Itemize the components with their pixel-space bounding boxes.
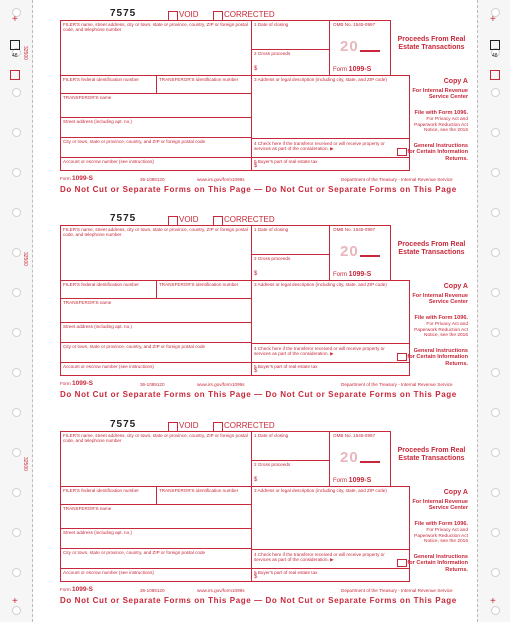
omb-number: OMB No. 1545-0997 [333, 22, 376, 27]
footer-url: www.irs.gov/form1099s [197, 588, 245, 593]
footer-cat-no: 36-1089120 [140, 588, 165, 593]
registration-plus-icon: + [490, 14, 496, 25]
edge-code: 32500 [22, 457, 28, 471]
copy-privacy: For Privacy Act and Paperwork Reduction Act Notice, see the 2016 [414, 322, 468, 339]
tax-year: 20 [340, 243, 359, 260]
registration-plus-icon: + [12, 596, 18, 607]
omb-year-block [329, 225, 391, 281]
tractor-hole [12, 248, 21, 257]
account-number-field[interactable]: Account or escrow number (see instructions) [60, 362, 252, 376]
corrected-label: CORRECTED [224, 215, 275, 224]
alignment-square-icon [10, 40, 20, 50]
buyers-real-estate-tax-field[interactable]: 5 Buyer's part of real estate tax $ [251, 568, 410, 582]
do-not-cut-notice: Do Not Cut or Separate Forms on This Page — Do Not Cut or Separate Forms on This Page [60, 596, 457, 605]
copy-designation: Copy A [443, 489, 468, 496]
filer-name-field[interactable]: FILER'S name, street address, city or town, state or province, country, ZIP or foreign postal code, and telephone number [60, 431, 252, 487]
footer-dept: Department of the Treasury - Internal Revenue Service [341, 382, 453, 387]
copy-general: General Instructions for Certain Information Returns. [407, 554, 468, 573]
filer-tin-field[interactable]: FILER'S federal identification number [60, 75, 157, 94]
copy-for: For Internal Revenue Service Center [412, 293, 468, 306]
address-legal-description-field[interactable]: 3 Address or legal description (including city, state, and ZIP code) [251, 486, 410, 550]
tractor-hole [491, 408, 500, 417]
corrected-label: CORRECTED [224, 421, 275, 430]
footer-dept: Department of the Treasury - Internal Revenue Service [341, 588, 453, 593]
footer-url: www.irs.gov/form1099s [197, 382, 245, 387]
filer-tin-field[interactable]: FILER'S federal identification number [60, 486, 157, 505]
date-of-closing-field[interactable]: 1 Date of closing [251, 225, 330, 255]
street-address-field[interactable]: Street address (including apt. no.) [60, 117, 252, 138]
form-1099s-copy-1 [60, 8, 470, 216]
registration-plus-icon: + [490, 596, 496, 607]
transferor-tin-field[interactable]: TRANSFEROR'S identification number [156, 75, 252, 94]
tractor-hole [491, 248, 500, 257]
copy-designation: Copy A [443, 283, 468, 290]
year-blank [360, 461, 380, 463]
tractor-hole [491, 168, 500, 177]
footer-form-name: Form 1099-S [60, 175, 93, 182]
form-name: Form 1099-S [333, 271, 372, 278]
copy-designation: Copy A [443, 78, 468, 85]
footer-form-name: Form 1099-S [60, 380, 93, 387]
tractor-hole [12, 208, 21, 217]
edge-mark: 48 [492, 53, 498, 59]
copy-for: For Internal Revenue Service Center [412, 88, 468, 101]
address-legal-description-field[interactable]: 3 Address or legal description (including city, state, and ZIP code) [251, 75, 410, 139]
date-of-closing-field[interactable]: 1 Date of closing [251, 20, 330, 50]
tractor-hole [491, 368, 500, 377]
tractor-hole [12, 408, 21, 417]
street-address-field[interactable]: Street address (including apt. no.) [60, 528, 252, 549]
tractor-hole [12, 368, 21, 377]
tractor-hole [491, 488, 500, 497]
copy-general: General Instructions for Certain Information Returns. [407, 348, 468, 367]
filer-tin-field[interactable]: FILER'S federal identification number [60, 280, 157, 299]
consideration-check-field: 4 Check here if the transferor received or will receive property or services as part of the consideration. ▶ [251, 138, 410, 158]
tractor-hole [12, 128, 21, 137]
tractor-hole [12, 568, 21, 577]
tractor-hole [12, 328, 21, 337]
omb-year-block [329, 20, 391, 76]
void-label: VOID [179, 421, 199, 430]
edge-mark: 48 [12, 53, 18, 59]
registration-plus-icon: + [12, 14, 18, 25]
address-legal-description-field[interactable]: 3 Address or legal description (including city, state, and ZIP code) [251, 280, 410, 344]
form-title: Proceeds From Real Estate Transactions [397, 447, 466, 462]
tractor-hole [491, 288, 500, 297]
tractor-hole [12, 528, 21, 537]
edge-code: 32500 [22, 252, 28, 266]
tractor-hole [12, 488, 21, 497]
copy-privacy: For Privacy Act and Paperwork Reduction Act Notice, see the 2016 [414, 528, 468, 545]
tractor-hole [491, 528, 500, 537]
gross-proceeds-field[interactable]: 2 Gross proceeds $ [251, 49, 330, 76]
year-blank [360, 50, 380, 52]
footer-url: www.irs.gov/form1099s [197, 177, 245, 182]
right-tractor-strip [477, 0, 510, 622]
footer-dept: Department of the Treasury - Internal Revenue Service [341, 177, 453, 182]
tractor-hole [491, 448, 500, 457]
tractor-hole [491, 88, 500, 97]
consideration-check-field: 4 Check here if the transferor received or will receive property or services as part of the consideration. ▶ [251, 549, 410, 569]
tractor-hole [12, 448, 21, 457]
street-address-field[interactable]: Street address (including apt. no.) [60, 322, 252, 343]
city-field[interactable]: City or town, state or province, country, and ZIP or foreign postal code [60, 342, 252, 363]
do-not-cut-notice: Do Not Cut or Separate Forms on This Page — Do Not Cut or Separate Forms on This Page [60, 185, 457, 194]
omb-year-block [329, 431, 391, 487]
transferor-name-field[interactable]: TRANSFEROR'S name [60, 504, 252, 529]
transferor-tin-field[interactable]: TRANSFEROR'S identification number [156, 280, 252, 299]
form-1099s-copy-3 [60, 419, 470, 627]
tractor-hole [12, 88, 21, 97]
buyers-real-estate-tax-field[interactable]: 5 Buyer's part of real estate tax $ [251, 362, 410, 376]
void-label: VOID [179, 215, 199, 224]
alignment-square-icon [490, 70, 500, 80]
account-number-field[interactable]: Account or escrow number (see instructions) [60, 568, 252, 582]
omb-number: OMB No. 1545-0997 [333, 433, 376, 438]
form-name: Form 1099-S [333, 66, 372, 73]
filer-name-field[interactable]: FILER'S name, street address, city or town, state or province, country, ZIP or foreign postal code, and telephone number [60, 225, 252, 281]
form-1099s-copy-2 [60, 213, 470, 421]
buyers-real-estate-tax-field[interactable]: 5 Buyer's part of real estate tax $ [251, 157, 410, 171]
copy-file: File with Form 1096. [414, 315, 468, 321]
copy-privacy: For Privacy Act and Paperwork Reduction Act Notice, see the 2016 [414, 117, 468, 134]
tractor-hole [12, 288, 21, 297]
form-title: Proceeds From Real Estate Transactions [397, 36, 466, 51]
gross-proceeds-field[interactable]: 2 Gross proceeds $ [251, 460, 330, 487]
copy-file: File with Form 1096. [414, 110, 468, 116]
form-name: Form 1099-S [333, 477, 372, 484]
tractor-hole [12, 168, 21, 177]
year-blank [360, 255, 380, 257]
corrected-label: CORRECTED [224, 10, 275, 19]
form-code: 7575 [110, 8, 137, 19]
tractor-hole [491, 128, 500, 137]
form-code: 7575 [110, 419, 137, 430]
tax-year: 20 [340, 449, 359, 466]
edge-code: 32500 [22, 46, 28, 60]
void-label: VOID [179, 10, 199, 19]
alignment-square-icon [490, 40, 500, 50]
do-not-cut-notice: Do Not Cut or Separate Forms on This Page — Do Not Cut or Separate Forms on This Page [60, 390, 457, 399]
copy-general: General Instructions for Certain Information Returns. [407, 143, 468, 162]
copy-for: For Internal Revenue Service Center [412, 499, 468, 512]
tax-year: 20 [340, 38, 359, 55]
tractor-hole [491, 606, 500, 615]
city-field[interactable]: City or town, state or province, country, and ZIP or foreign postal code [60, 137, 252, 158]
filer-name-field[interactable]: FILER'S name, street address, city or town, state or province, country, ZIP or foreign postal code, and telephone number [60, 20, 252, 76]
consideration-check-field: 4 Check here if the transferor received or will receive property or services as part of the consideration. ▶ [251, 343, 410, 363]
gross-proceeds-field[interactable]: 2 Gross proceeds $ [251, 254, 330, 281]
tractor-hole [491, 208, 500, 217]
tractor-hole [491, 328, 500, 337]
alignment-square-icon [10, 70, 20, 80]
copy-file: File with Form 1096. [414, 521, 468, 527]
footer-cat-no: 36-1089120 [140, 177, 165, 182]
tractor-hole [12, 606, 21, 615]
account-number-field[interactable]: Account or escrow number (see instructions) [60, 157, 252, 171]
form-title: Proceeds From Real Estate Transactions [397, 241, 466, 256]
form-code: 7575 [110, 213, 137, 224]
footer-cat-no: 36-1089120 [140, 382, 165, 387]
omb-number: OMB No. 1545-0997 [333, 227, 376, 232]
transferor-tin-field[interactable]: TRANSFEROR'S identification number [156, 486, 252, 505]
transferor-name-field[interactable]: TRANSFEROR'S name [60, 93, 252, 118]
date-of-closing-field[interactable]: 1 Date of closing [251, 431, 330, 461]
footer-form-name: Form 1099-S [60, 586, 93, 593]
city-field[interactable]: City or town, state or province, country, and ZIP or foreign postal code [60, 548, 252, 569]
tractor-hole [491, 568, 500, 577]
transferor-name-field[interactable]: TRANSFEROR'S name [60, 298, 252, 323]
left-tractor-strip [0, 0, 33, 622]
